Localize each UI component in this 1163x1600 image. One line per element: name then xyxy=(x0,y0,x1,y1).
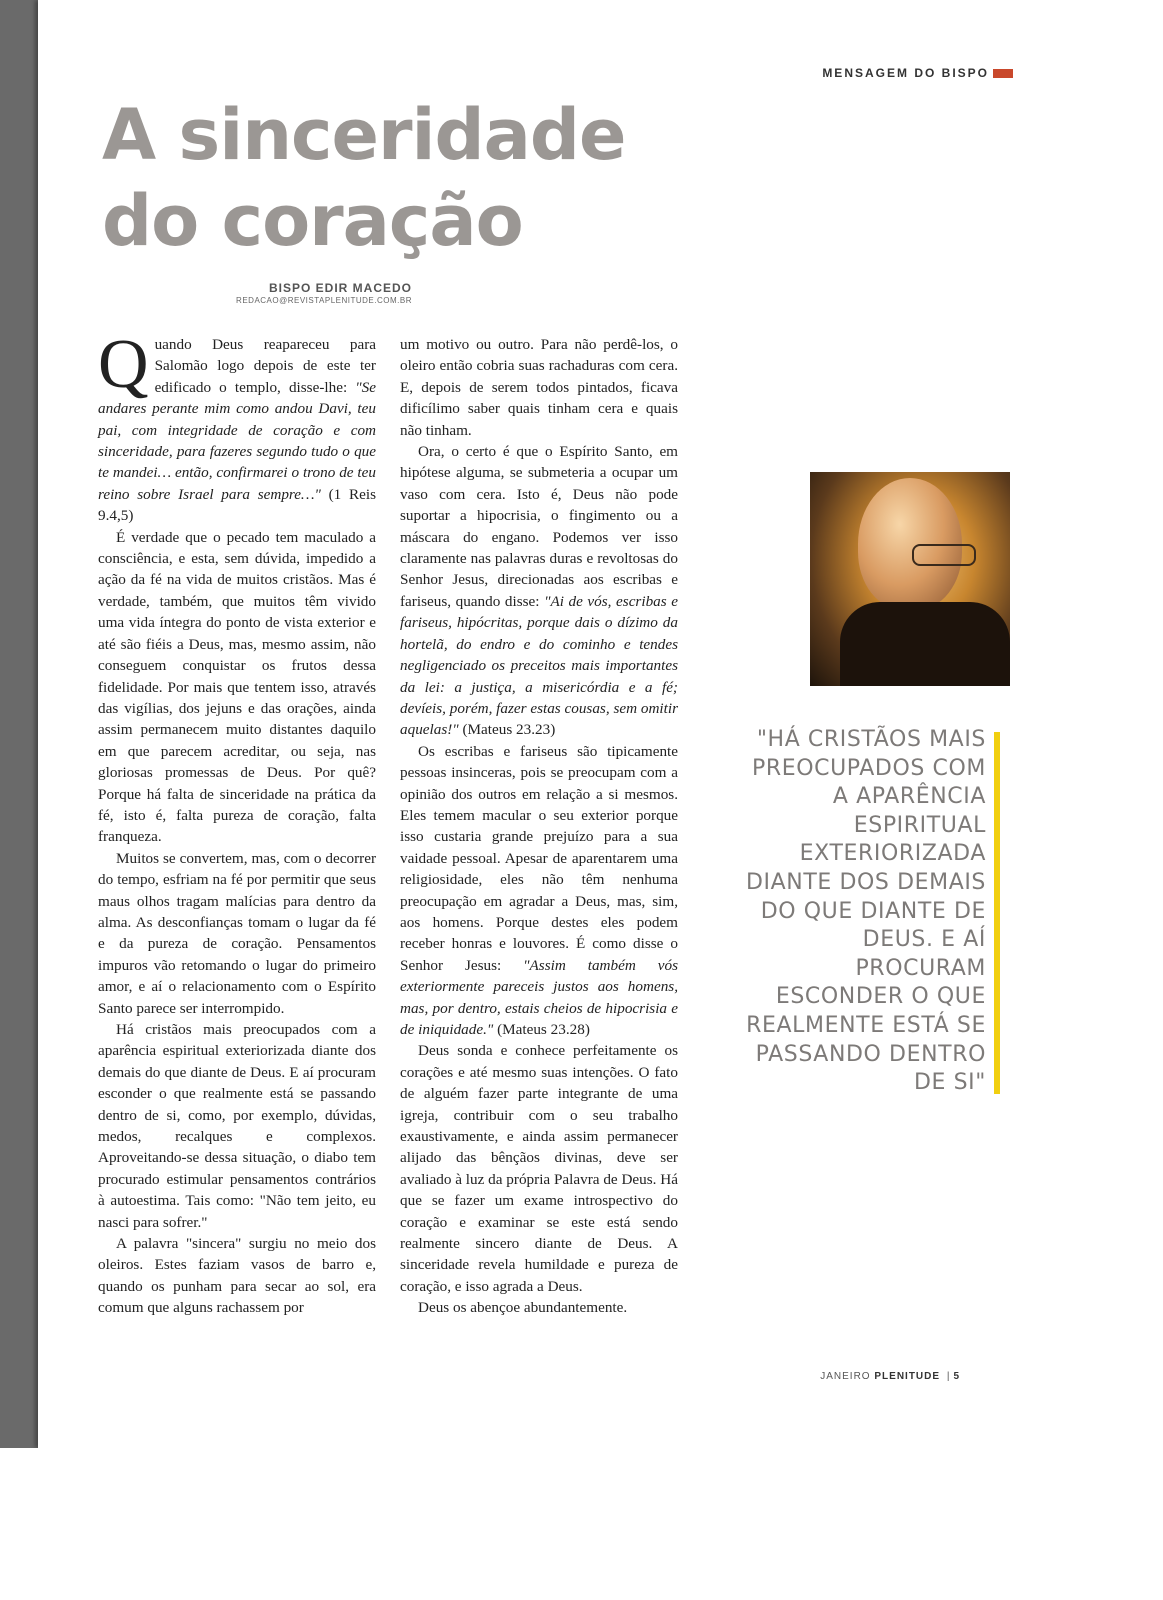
paragraph-7-text: Os escribas e fariseus são tipicamente pessoas insinceras, pois se preocupam com a opinião dos outros em relação a si mesmos. Eles temem macular o seu exterior porque isso custaria grande prejuízo para a sua vaidade pessoal. Apesar de aparentarem uma religiosidade, eles não têm nenhuma preocupação em agradar a Deus, mas, sim, aos homens. Porque destes eles podem receber honras e louvores. É como disse o Senhor Jesus: xyxy=(400,742,678,974)
footer-separator: | xyxy=(946,1371,951,1382)
byline-email: REDACAO@REVISTAPLENITUDE.COM.BR xyxy=(236,296,412,305)
drop-cap: Q xyxy=(98,326,149,403)
paragraph-1-reference: (1 Reis 9.4,5) xyxy=(98,485,376,525)
paragraph-1-quote: "Se andares perante mim como andou Davi, teu pai, com integridade de coração e com sinceridade, para fazeres segundo tudo o que te mandei… então, confirmarei o trono de teu reino sobre Israel para sempre…" xyxy=(98,378,376,503)
paragraph-7-reference: (Mateus 23.28) xyxy=(493,1021,590,1038)
article-column-middle xyxy=(400,334,678,1319)
photo-glasses-shape xyxy=(912,544,976,566)
paragraph-5-continued: um motivo ou outro. Para não perdê-los, o oleiro então cobria suas rachaduras com cera. E, depois de serem todos pintados, ficava dificílimo saber quais tinham cera e quais não tinham. xyxy=(400,336,678,439)
paragraph-8: Deus sonda e conhece perfeitamente os corações e até mesmo suas intenções. O fato de alguém fazer parte integrante de uma igreja, contribuir com o seu trabalho exaustivamente, e ainda assim permanecer alijado das bênçãos divinas, deve ser avaliado à luz da própria Palavra de Deus. Há que se fazer um exame introspectivo do coração e examinar se este está sendo realmente sincero diante de Deus. A sinceridade revela humildade e pureza de coração, e isso agrada a Deus. xyxy=(400,1042,678,1295)
footer-month: JANEIRO xyxy=(820,1371,871,1382)
title-line-2: do coração xyxy=(102,180,523,262)
section-label-text: MENSAGEM DO BISPO xyxy=(822,66,989,80)
paragraph-7 xyxy=(400,741,678,1041)
section-marker xyxy=(993,69,1013,78)
paragraph-6-text: Ora, o certo é que o Espírito Santo, em hipótese alguma, se submeteria a ocupar um vaso com cera. Isto é, Deus não pode suportar a hipocrisia, o fingimento ou a máscara do engano. Podemos ver isso claramente nas palavras duras e revoltosas do Senhor Jesus, direcionadas aos escribas e fariseus, quando disse: xyxy=(400,443,678,610)
paragraph-6-quote: "Ai de vós, escribas e fariseus, hipócritas, porque dais o dízimo da hortelã, do endro e do cominho e tendes negligenciado os preceitos mais importantes da lei: a justiça, a misericórdia e a fé; devíeis, porém, fazer estas cousas, sem omitir aquelas!" xyxy=(400,592,678,739)
article-column-left xyxy=(98,326,376,1319)
paragraph-4: Há cristãos mais preocupados com a aparência espiritual exteriorizada diante dos demais do que diante de Deus. E aí procuram esconder o que realmente está se passando dentro de si, como, por exemplo, dúvidas, medos, recalques e complexos. Aproveitando-se dessa situação, o diabo tem procurado estimular pensamentos contrários à autoestima. Tais como: "Não tem jeito, eu nasci para sofrer." xyxy=(98,1021,376,1231)
footer-magazine: PLENITUDE xyxy=(874,1371,941,1382)
article-title xyxy=(102,92,702,264)
paragraph-6-reference: (Mateus 23.23) xyxy=(458,721,556,739)
paragraph-1 xyxy=(98,326,376,527)
section-label xyxy=(822,66,1013,80)
paragraph-6 xyxy=(400,441,678,741)
paragraph-5: A palavra "sincera" surgiu no meio dos oleiros. Estes faziam vasos de barro e, quando os punham para secar ao sol, era comum que alguns rachassem por xyxy=(98,1235,376,1317)
paragraph-3: Muitos se convertem, mas, com o decorrer do tempo, esfriam na fé por permitir que seus maus olhos tragam malícias para dentro da alma. As desconfianças tomam o lugar da fé e da pureza de coração. Pensamentos impuros vão retomando o lugar do primeiro amor, e aí o relacionamento com o Espírito Santo parece ser interrompido. xyxy=(98,849,376,1017)
photo-body-shape xyxy=(840,602,1010,686)
paragraph-1-text: uando Deus reapareceu para Salomão logo depois de este ter edificado o templo, disse-lhe: xyxy=(154,336,376,396)
byline xyxy=(198,281,412,305)
page-number: 5 xyxy=(953,1371,960,1382)
pull-quote: "HÁ CRISTÃOS MAIS PREOCUPADOS COM A APARÊNCIA ESPIRITUAL EXTERIORIZADA DIANTE DOS DEMAIS DO QUE DIANTE DE DEUS. E AÍ PROCURAM ESCONDER O QUE REALMENTE ESTÁ SE PASSANDO DENTRO DE SI" xyxy=(745,727,986,1096)
scan-background xyxy=(0,1448,1163,1600)
paragraph-9: Deus os abençoe abundantemente. xyxy=(418,1299,628,1317)
title-line-1: A sinceridade xyxy=(102,94,626,176)
magazine-page xyxy=(38,0,1163,1448)
pull-quote-bar xyxy=(994,732,1000,1094)
paragraph-7-quote: "Assim também vós exteriormente pareceis justos aos homens, mas, por dentro, estais cheios de hipocrisia e de iniquidade." xyxy=(400,956,678,1038)
paragraph-2: É verdade que o pecado tem maculado a consciência, e esta, sem dúvida, impedido a ação da fé na vida de muitos cristãos. Mas é verdade, também, que muitos têm vivido uma vida íntegra do ponto de vista exterior e até são fiéis a Deus, mas, mesmo assim, não conseguem conquistar os frutos dessa fidelidade. Por mais que tentem isso, através das vigílias, dos jejuns e das orações, ainda assim permanecem muito distantes daquilo em que parecem acreditar, ou seja, nas gloriosas promessas de Deus. Por quê? Porque há falta de sinceridade na prática da fé, isto é, falta pureza de coração, falta franqueza. xyxy=(98,528,376,846)
byline-author: BISPO EDIR MACEDO xyxy=(268,281,412,295)
page-footer xyxy=(820,1371,960,1382)
author-photo xyxy=(810,472,1010,686)
